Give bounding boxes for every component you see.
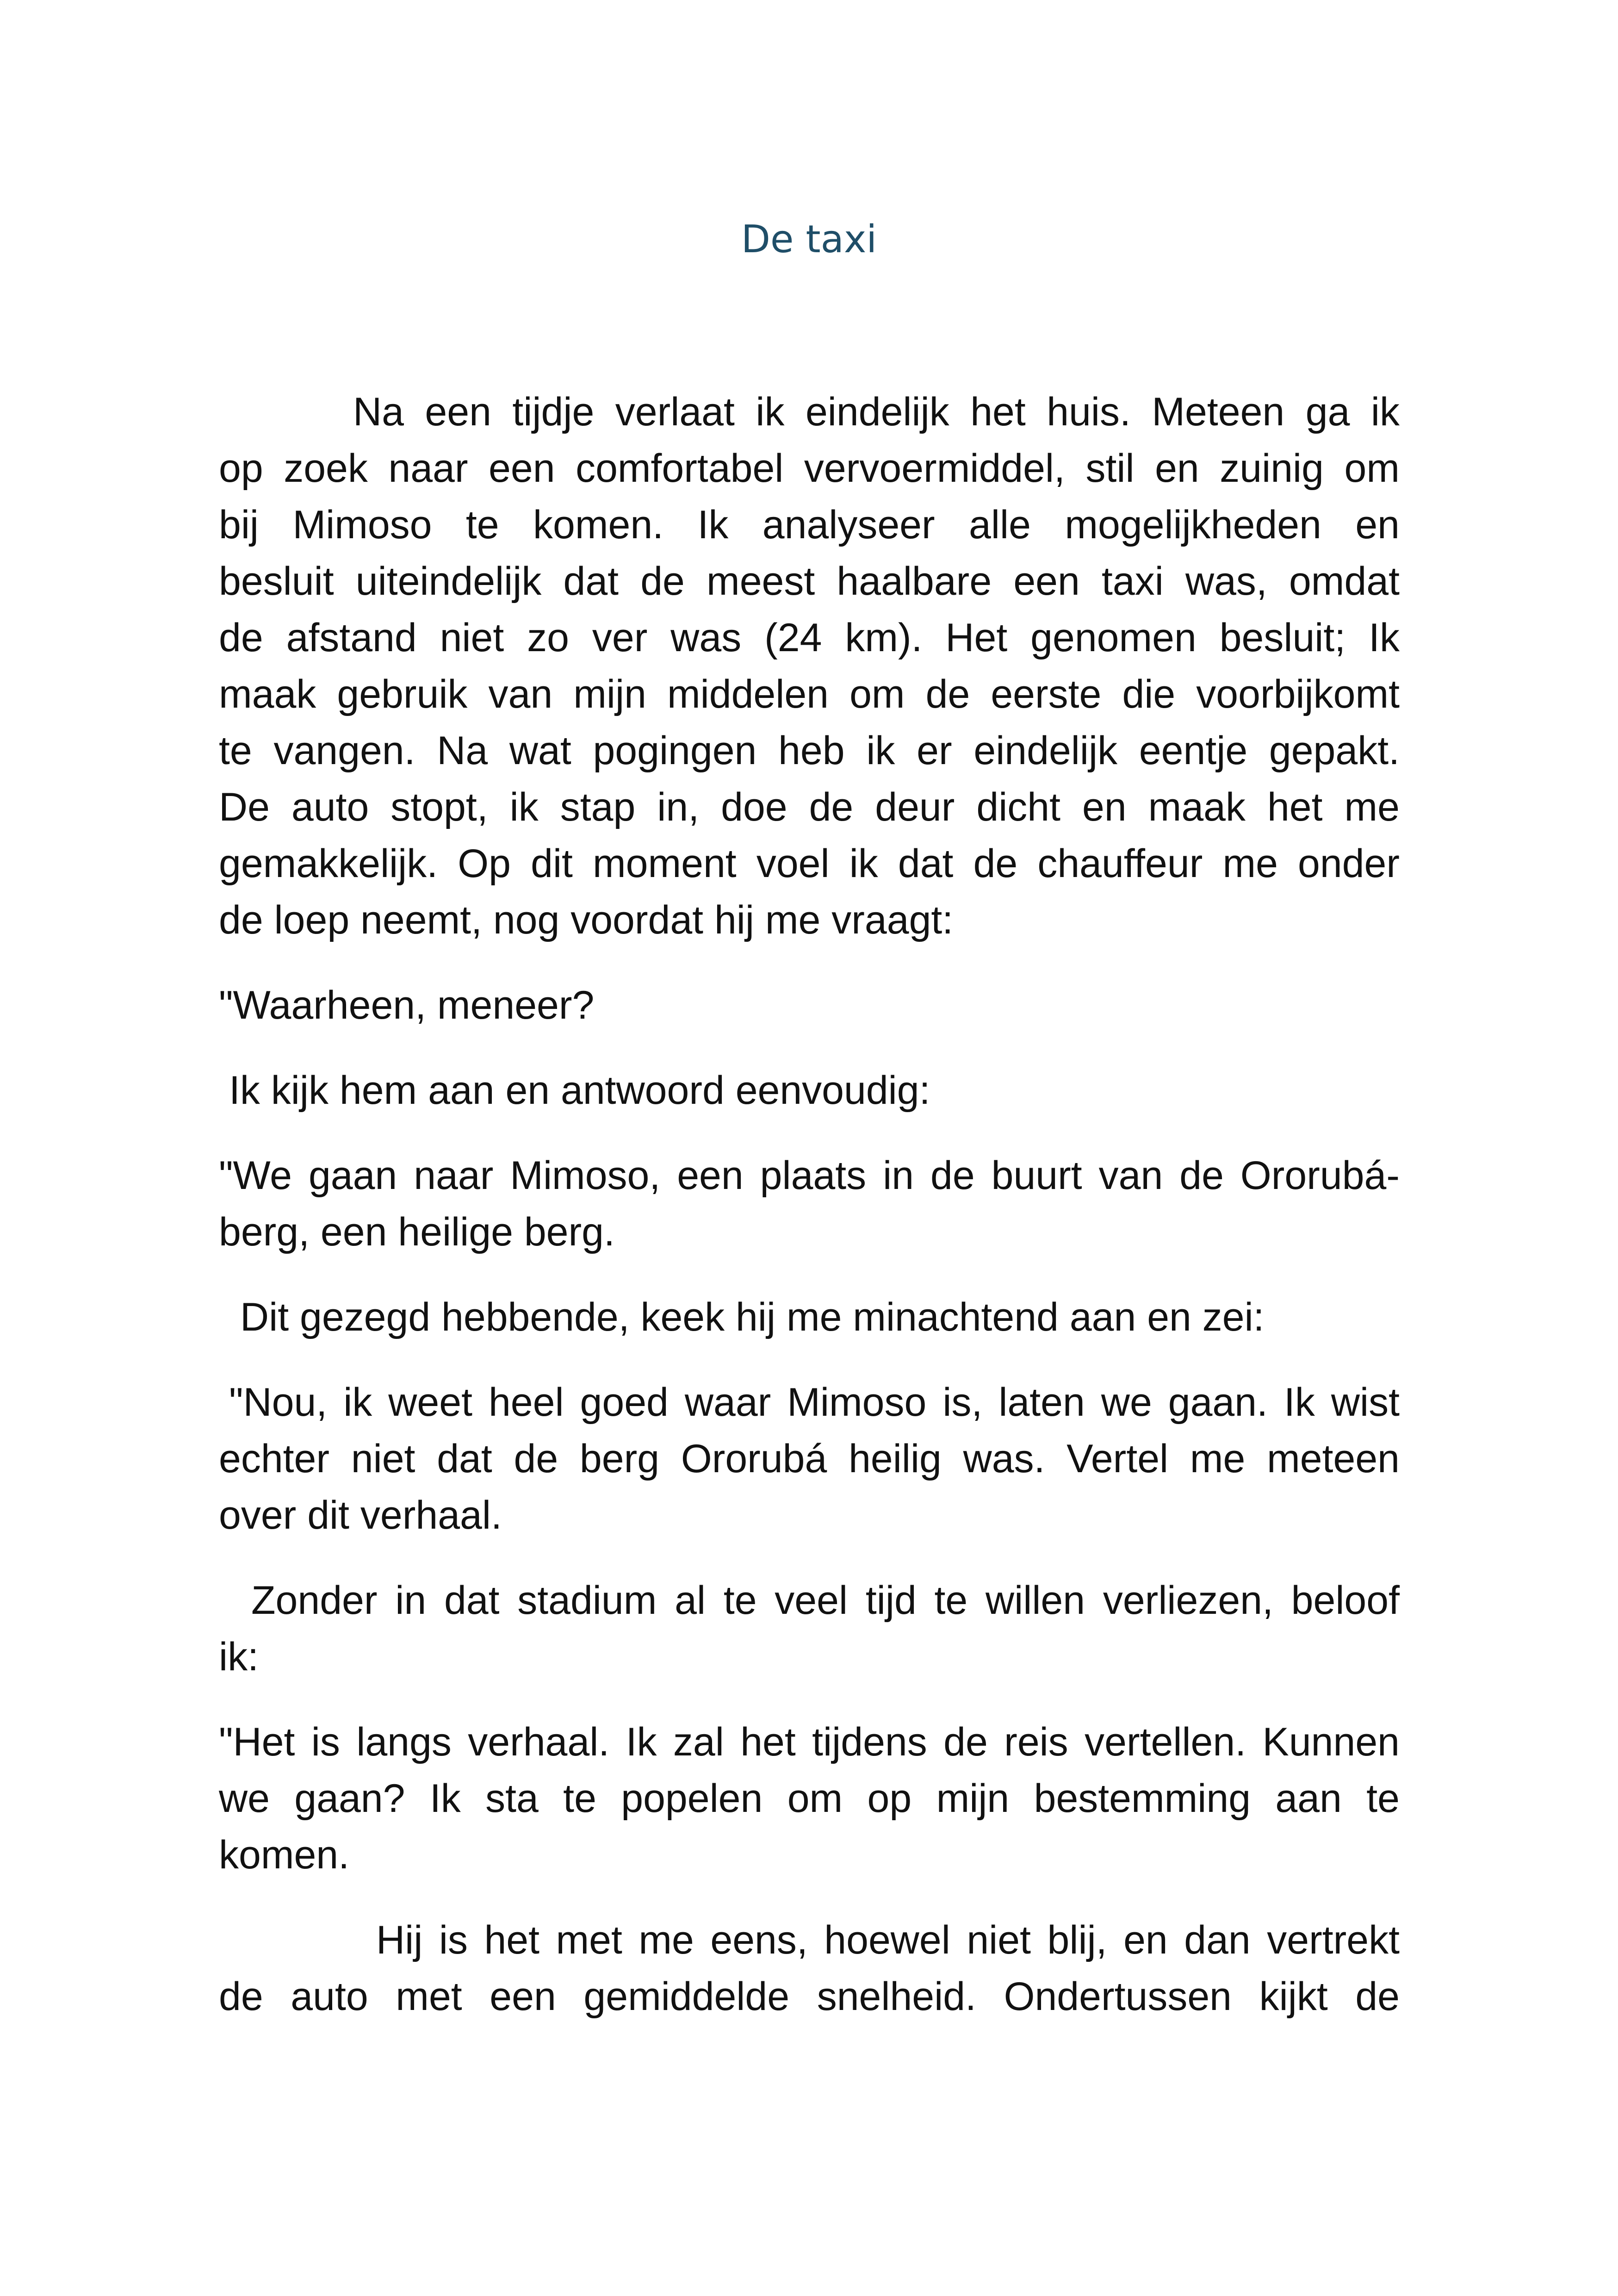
text-line: te vangen. Na wat pogingen heb ik er eindelijk eentje gepakt. [219, 728, 1400, 773]
paragraph-9 [219, 1912, 1400, 2025]
text-line: op zoek naar een comfortabel vervoermiddel, stil en zuinig om [219, 446, 1400, 491]
text-line: Zonder in dat stadium al te veel tijd te willen verliezen, beloof [251, 1578, 1400, 1623]
text-line: maak gebruik van mijn middelen om de eerste die voorbijkomt [219, 672, 1400, 716]
text-line: Ik kijk hem aan en antwoord eenvoudig: [229, 1068, 930, 1113]
text-line: "We gaan naar Mimoso, een plaats in de buurt van de Ororubá- [219, 1153, 1400, 1198]
text-line: ik: [219, 1635, 259, 1679]
text-line: we gaan? Ik sta te popelen om op mijn bestemming aan te [219, 1776, 1400, 1821]
text-line: "Waarheen, meneer? [219, 983, 595, 1027]
text-line: "Nou, ik weet heel goed waar Mimoso is, laten we gaan. Ik wist [229, 1380, 1400, 1425]
text-line: Dit gezegd hebbende, keek hij me minachtend aan en zei: [240, 1295, 1265, 1339]
paragraph-1 [219, 384, 1400, 948]
text-line: echter niet dat de berg Ororubá heilig was. Vertel me meteen [219, 1437, 1400, 1481]
paragraph-5 [219, 1289, 1400, 1345]
text-line: berg, een heilige berg. [219, 1210, 615, 1254]
text-line: besluit uiteindelijk dat de meest haalbare een taxi was, omdat [219, 559, 1400, 604]
paragraph-8 [219, 1714, 1400, 1883]
story-body [219, 384, 1400, 2053]
text-line: Hij is het met me eens, hoewel niet blij, en dan vertrekt [376, 1918, 1400, 1962]
text-line: over dit verhaal. [219, 1493, 502, 1537]
text-line: "Het is langs verhaal. Ik zal het tijdens de reis vertellen. Kunnen [219, 1720, 1400, 1764]
text-line: gemakkelijk. Op dit moment voel ik dat de chauffeur me onder [219, 841, 1400, 886]
paragraph-6 [219, 1374, 1400, 1543]
text-line: Na een tijdje verlaat ik eindelijk het huis. Meteen ga ik [353, 390, 1400, 434]
paragraph-7 [219, 1572, 1400, 1685]
text-line: De auto stopt, ik stap in, doe de deur dicht en maak het me [219, 785, 1400, 829]
text-line: de loep neemt, nog voordat hij me vraagt: [219, 898, 954, 942]
text-line: bij Mimoso te komen. Ik analyseer alle mogelijkheden en [219, 503, 1400, 547]
paragraph-3 [219, 1062, 1400, 1119]
text-line: de afstand niet zo ver was (24 km). Het genomen besluit; Ik [219, 616, 1400, 660]
paragraph-4 [219, 1147, 1400, 1260]
paragraph-2 [219, 977, 1400, 1033]
text-line: komen. [219, 1833, 350, 1877]
page-title: De taxi [741, 218, 877, 261]
text-line: de auto met een gemiddelde snelheid. Ondertussen kijkt de [219, 1974, 1400, 2019]
